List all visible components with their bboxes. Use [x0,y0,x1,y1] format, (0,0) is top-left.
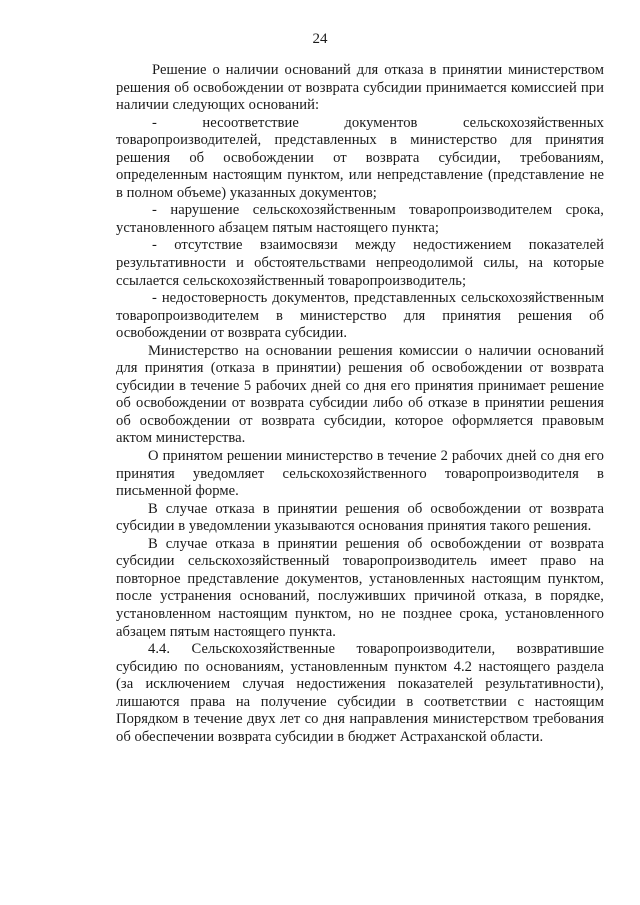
paragraph-ground-force-majeure: - отсутствие взаимосвязи между недостижением показателей результативности и обстоятельствами непреодолимой силы, на которые ссылается сельскохозяйственный товаропроизводитель; [116,237,604,289]
paragraph-refusal-grounds: В случае отказа в принятии решения об освобождении от возврата субсидии в уведомлении указываются основания принятия такого решения. [116,500,604,535]
paragraph-intro: Решение о наличии оснований для отказа в принятии министерством решения об освобождении от возврата субсидии принимается комиссией при наличии следующих оснований: [116,62,604,114]
page-number: 24 [312,31,328,47]
paragraph-ground-deadline: - нарушение сельскохозяйственным товаропроизводителем срока, установленного абзацем пятым настоящего пункта; [116,202,604,236]
paragraph-resubmission: В случае отказа в принятии решения об освобождении от возврата субсидии сельскохозяйственный товаропроизводитель имеет право на повторное представление документов, установленных настоящим пунктом, после устранения оснований, послуживших причиной отказа, в порядке, установленном настоящим пунктом, но не позднее срока, установленного абзацем пятым настоящего пункта. [116,535,604,640]
paragraph-ministry-decision: Министерство на основании решения комиссии о наличии оснований для принятия (отказа в принятии) решения об освобождении от возврата субсидии в течение 5 рабочих дней со дня его принятия принимает решение об освобождении от возврата субсидии либо об отказе в принятии решения об освобождении от возврата субсидии, которое оформляется правовым актом министерства. [116,342,604,447]
paragraph-ground-unreliability: - недостоверность документов, представленных сельскохозяйственным товаропроизводителем в министерство для принятия решения об освобождении от возврата субсидии. [116,290,604,342]
paragraph-notification: О принятом решении министерство в течение 2 рабочих дней со дня его принятия уведомляет сельскохозяйственного товаропроизводителя в письменной форме. [116,448,604,500]
paragraph-ground-documents: - несоответствие документов сельскохозяйственных товаропроизводителей, представленных в министерство для принятия решения об освобождении от возврата субсидии, требованиям, определенным настоящим пунктом, или непредставление (представление не в полном объеме) указанных документов; [116,114,604,201]
paragraph-section-4-4: 4.4. Сельскохозяйственные товаропроизводители, возвратившие субсидию по основаниям, установленным пунктом 4.2 настоящего раздела (за исключением случая недостижения показателей результативности), лишаются права на получение субсидии в соответствии с настоящим Порядком в течение двух лет со дня направления министерством требования об обеспечении возврата субсидии в бюджет Астраханской области. [116,641,604,745]
document-body [116,62,604,746]
